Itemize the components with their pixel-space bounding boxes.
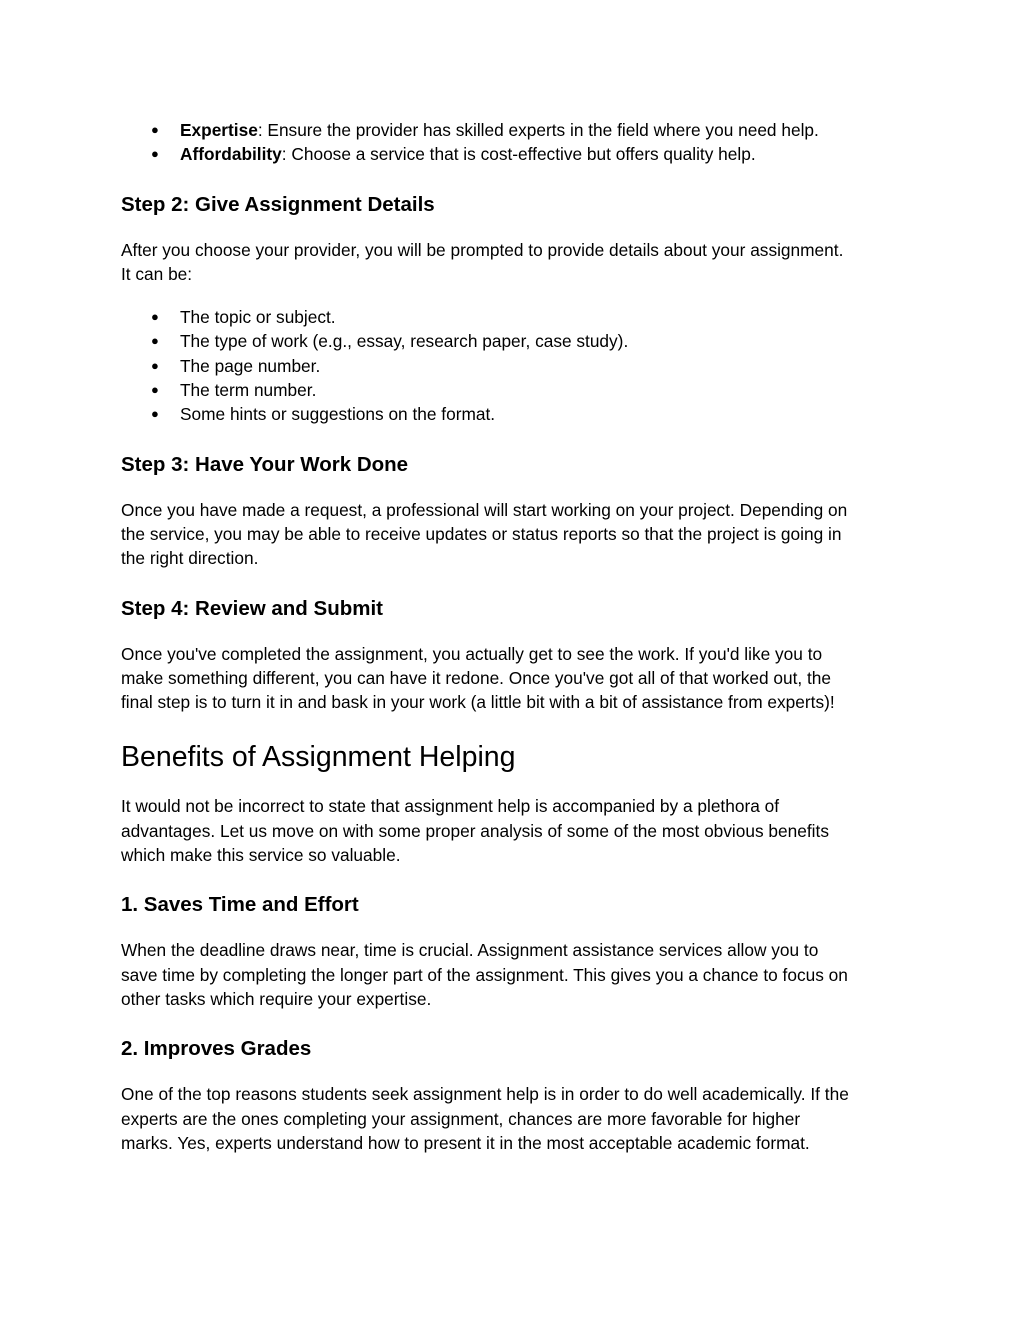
document-page	[121, 118, 911, 1155]
benefit1-heading: 1. Saves Time and Effort	[121, 893, 359, 917]
paragraph-line: the service, you may be able to receive updates or status reports so that the project is going in	[121, 523, 842, 544]
paragraph-line: It can be:	[121, 263, 193, 284]
list-item	[121, 142, 911, 166]
paragraph-line: advantages. Let us move on with some proper analysis of some of the most obvious benefits	[121, 820, 829, 841]
list-item	[121, 118, 911, 142]
intro-bullet-list	[121, 118, 911, 167]
paragraph-line: experts are the ones completing your assignment, chances are more favorable for higher	[121, 1108, 801, 1129]
benefit2-heading: 2. Improves Grades	[121, 1037, 312, 1061]
bullet-term: Expertise	[180, 120, 258, 140]
step4-paragraph	[121, 642, 911, 715]
paragraph-line: One of the top reasons students seek assignment help is in order to do well academically. If the	[121, 1084, 849, 1105]
step2-paragraph	[121, 238, 911, 287]
step2-heading: Step 2: Give Assignment Details	[121, 192, 435, 216]
benefits-heading: Benefits of Assignment Helping	[121, 741, 516, 774]
bullet-term: Affordability	[180, 144, 282, 165]
paragraph-line: After you choose your provider, you will be prompted to provide details about your assignment.	[121, 239, 844, 260]
list-item: ● The type of work (e.g., essay, research paper, case study).	[121, 329, 911, 353]
paragraph-line: Once you've completed the assignment, you actually get to see the work. If you'd like you to	[121, 643, 823, 664]
step3-heading: Step 3: Have Your Work Done	[121, 452, 409, 476]
paragraph-line: It would not be incorrect to state that assignment help is accompanied by a plethora of	[121, 796, 780, 817]
paragraph-line: Once you have made a request, a professional will start working on your project. Depending on	[121, 499, 848, 520]
paragraph-line: marks. Yes, experts understand how to present it in the most acceptable academic format.	[121, 1132, 810, 1153]
paragraph-line: When the deadline draws near, time is crucial. Assignment assistance services allow you to	[121, 940, 819, 961]
paragraph-line: which make this service so valuable.	[121, 845, 401, 866]
step4-heading: Step 4: Review and Submit	[121, 596, 383, 620]
paragraph-line: final step is to turn it in and bask in your work (a little bit with a bit of assistance from experts)!	[121, 692, 835, 713]
list-item: ● Some hints or suggestions on the format.	[121, 402, 911, 426]
bullet-text: : Ensure the provider has skilled experts in the field where you need help.	[257, 120, 819, 140]
list-item: ● The topic or subject.	[121, 305, 911, 329]
benefits-paragraph	[121, 794, 911, 867]
step2-bullet-list	[121, 305, 911, 426]
paragraph-line: save time by completing the longer part of the assignment. This gives you a chance to focus on	[121, 964, 848, 985]
list-item: ● The term number.	[121, 378, 911, 402]
bullet-text: : Choose a service that is cost-effective but offers quality help.	[281, 144, 756, 165]
paragraph-line: make something different, you can have it redone. Once you've got all of that worked out, the	[121, 667, 832, 688]
list-item: ● The page number.	[121, 354, 911, 378]
paragraph-line: the right direction.	[121, 548, 259, 569]
step3-paragraph	[121, 498, 911, 571]
benefit2-paragraph	[121, 1082, 911, 1155]
paragraph-line: other tasks which require your expertise.	[121, 988, 432, 1009]
benefit1-paragraph	[121, 938, 911, 1011]
